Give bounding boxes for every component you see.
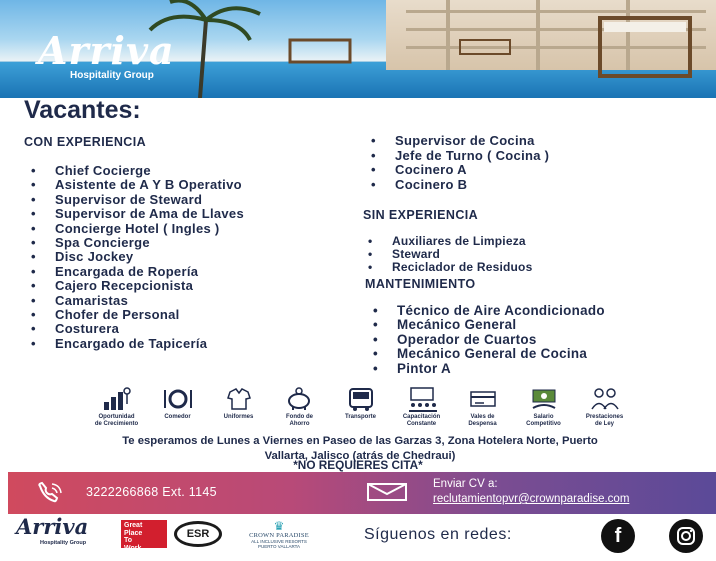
job-item: • Cocinero A (395, 163, 549, 178)
job-item: • Concierge Hotel ( Ingles ) (55, 222, 244, 236)
hero-banner (0, 0, 716, 98)
facebook-icon[interactable]: f (601, 519, 635, 553)
crown-name: CROWN PARADISE (249, 532, 309, 539)
job-item: • Supervisor de Cocina (395, 134, 549, 149)
job-item: • Mecánico General (397, 318, 605, 332)
footer-logo-subtitle: Hospitality Group (40, 540, 87, 546)
job-item: • Spa Concierge (55, 236, 244, 250)
email-link[interactable]: reclutamientopvr@crownparadise.com (433, 493, 630, 505)
job-item: • Disc Jockey (55, 250, 244, 264)
crown-icon: ♛ (273, 519, 285, 533)
mail-icon (366, 482, 408, 502)
piggy-bank-icon (283, 386, 317, 412)
benefit-label: Transporte (344, 414, 376, 420)
jobs-list-con-experiencia (55, 164, 244, 351)
benefit-uniformes (208, 386, 269, 434)
bus-icon (344, 386, 378, 412)
benefit-label: Uniformes (223, 414, 254, 420)
gptw-line: Place (124, 529, 143, 537)
arriva-logo (18, 30, 218, 90)
voucher-icon (466, 386, 500, 412)
job-item: • Reciclador de Residuos (392, 261, 532, 274)
follow-us-label: Síguenos en redes: (364, 526, 512, 543)
benefit-label: Despensa (468, 421, 497, 427)
benefit-comedor (147, 386, 208, 434)
benefits-row (86, 386, 646, 434)
section-con-experiencia: CON EXPERIENCIA (24, 135, 146, 149)
job-item: • Mecánico General de Cocina (397, 347, 605, 361)
job-item: • Chofer de Personal (55, 308, 244, 322)
benefit-label: Competitivo (526, 421, 561, 427)
crown-sub: ALL INCLUSIVE RESORTS (251, 539, 307, 544)
job-item: • Pintor A (397, 362, 605, 376)
benefit-label: Constante (406, 421, 437, 427)
footer-logo-text: Arriva (16, 514, 89, 539)
job-item: • Steward (392, 248, 532, 261)
esr-badge: ESR (174, 521, 222, 547)
phone-icon (34, 480, 74, 506)
job-item: • Técnico de Aire Acondicionado (397, 304, 605, 318)
benefit-salario (513, 386, 574, 434)
job-item: • Supervisor de Ama de Llaves (55, 207, 244, 221)
benefit-capacitacion (391, 386, 452, 434)
arriva-footer-logo (14, 516, 110, 552)
benefit-oportunidad (86, 386, 147, 434)
jobs-list-cocina (395, 134, 549, 192)
benefit-prestaciones (574, 386, 635, 434)
job-item: • Encargado de Tapicería (55, 337, 244, 351)
dining-icon (161, 386, 195, 412)
benefit-label: Salario (533, 414, 554, 420)
crown-location: PUERTO VALLARTA (257, 544, 301, 549)
gptw-line: To (124, 537, 133, 544)
send-cv-label: Enviar CV a: (433, 478, 498, 490)
benefit-label: Comedor (164, 414, 191, 420)
job-item: • Costurera (55, 322, 244, 336)
logo-subtitle: Hospitality Group (70, 70, 154, 81)
uniform-icon (222, 386, 256, 412)
benefit-label: de Crecimiento (94, 421, 139, 427)
phone-number[interactable]: 3222266868 Ext. 1145 (86, 485, 217, 499)
job-item: • Asistente de A Y B Operativo (55, 178, 244, 192)
benefit-label: Oportunidad (98, 414, 135, 420)
training-icon (405, 386, 439, 412)
benefit-label: Prestaciones (585, 414, 624, 420)
great-place-to-work-badge (121, 520, 167, 552)
job-item: • Operador de Cuartos (397, 333, 605, 347)
contact-band (8, 472, 716, 514)
job-item: • Cajero Recepcionista (55, 279, 244, 293)
benefits-people-icon (588, 386, 622, 412)
gptw-line: Work. (124, 544, 144, 552)
growth-icon (100, 386, 134, 412)
benefit-fondo-ahorro (269, 386, 330, 434)
benefit-label: Fondo de (286, 414, 313, 420)
gptw-line: Great (124, 522, 143, 529)
jobs-list-sin-experiencia (392, 235, 532, 274)
address-line: Te esperamos de Lunes a Viernes en Paseo de las Garzas 3, Zona Hotelera Norte, Puerto (122, 435, 598, 447)
no-appointment-note: *NO REQUIERES CITA* (293, 458, 423, 472)
benefit-label: Capacitación (402, 414, 441, 420)
jobs-list-mantenimiento (397, 304, 605, 376)
job-item: • Cocinero B (395, 178, 549, 193)
benefit-transporte (330, 386, 391, 434)
job-item: • Chief Cocierge (55, 164, 244, 178)
job-item: • Camaristas (55, 294, 244, 308)
instagram-icon[interactable] (669, 519, 703, 553)
job-item: • Encargada de Ropería (55, 265, 244, 279)
salary-icon (527, 386, 561, 412)
page-title: Vacantes: (24, 96, 141, 124)
job-item: • Supervisor de Steward (55, 193, 244, 207)
benefit-label: de Ley (594, 421, 614, 427)
benefit-label: Vales de (470, 414, 495, 420)
job-item: • Jefe de Turno ( Cocina ) (395, 149, 549, 164)
benefit-vales (452, 386, 513, 434)
section-sin-experiencia: SIN EXPERIENCIA (363, 208, 479, 222)
section-mantenimiento: MANTENIMIENTO (365, 277, 476, 291)
job-item: • Auxiliares de Limpieza (392, 235, 532, 248)
logo-text: Arriva (38, 28, 175, 73)
crown-paradise-logo (238, 520, 320, 552)
address-line: Vallarta, Jalisco (atrás de Chedraui) (264, 450, 456, 462)
benefit-label: Ahorro (289, 421, 310, 427)
